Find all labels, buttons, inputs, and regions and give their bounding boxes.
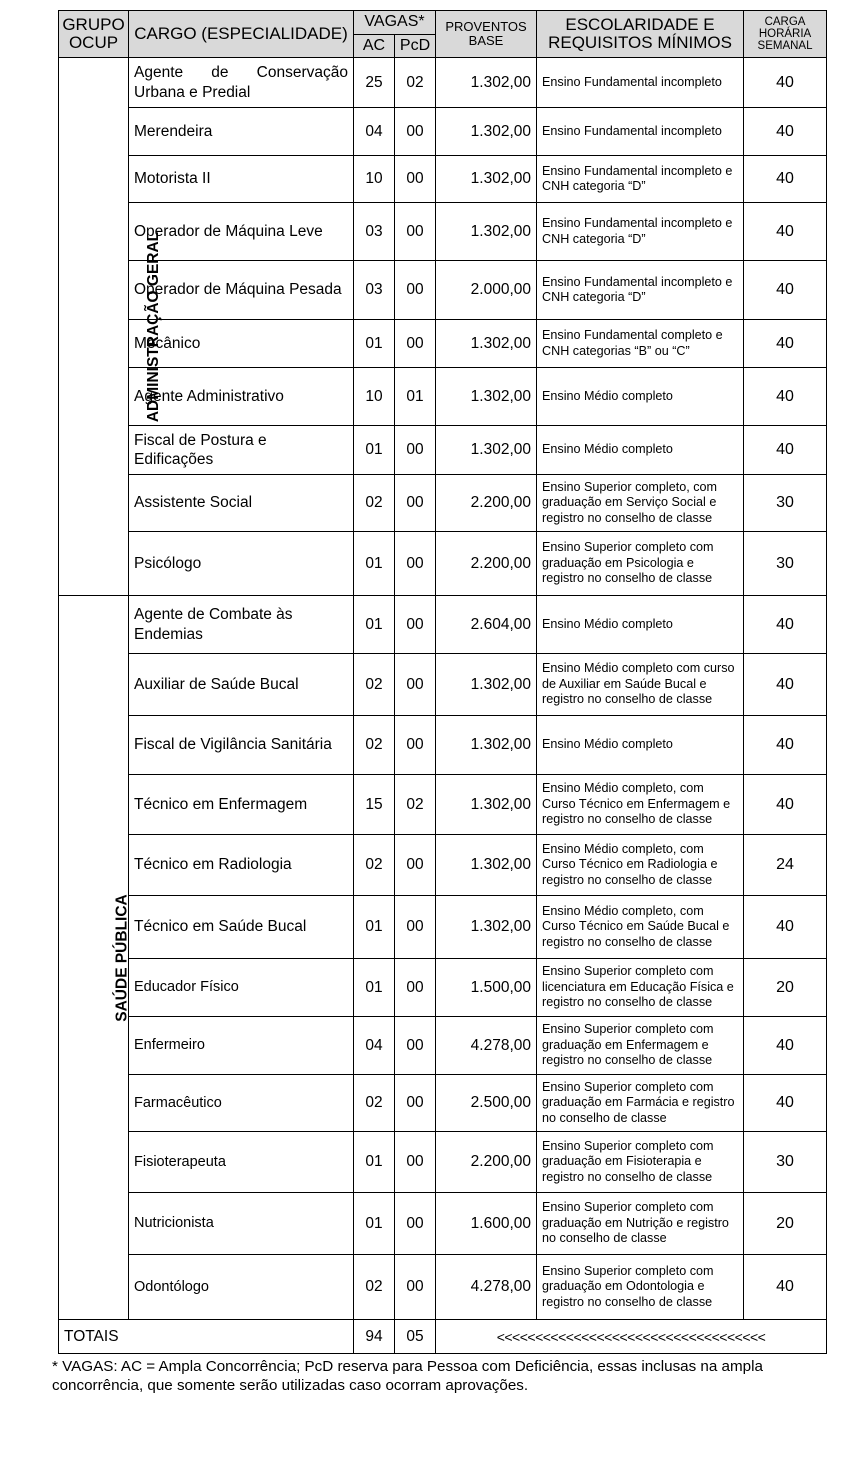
carga-horaria-cell: 40 (744, 1075, 827, 1132)
proventos-cell: 1.600,00 (436, 1193, 537, 1255)
escolaridade-cell: Ensino Médio completo (537, 368, 744, 426)
escolaridade-cell: Ensino Fundamental incompleto e CNH categoria “D” (537, 261, 744, 320)
carga-horaria-cell: 40 (744, 320, 827, 368)
carga-horaria-cell: 40 (744, 1255, 827, 1320)
cargo-cell: Fisioterapeuta (129, 1132, 354, 1193)
escolaridade-cell: Ensino Médio completo, com Curso Técnico em Radiologia e registro no conselho de classe (537, 835, 744, 896)
ac-cell: 01 (354, 320, 395, 368)
header-cargo: CARGO (ESPECIALIDADE) (129, 11, 354, 58)
escolaridade-cell: Ensino Superior completo com graduação em Psicologia e registro no conselho de classe (537, 532, 744, 596)
header-carga-horaria: CARGA HORÁRIA SEMANAL (744, 11, 827, 58)
carga-horaria-cell: 40 (744, 426, 827, 475)
proventos-cell: 1.500,00 (436, 959, 537, 1017)
cargo-cell: Operador de Máquina Pesada (129, 261, 354, 320)
escolaridade-cell: Ensino Médio completo, com Curso Técnico em Saúde Bucal e registro no conselho de classe (537, 896, 744, 959)
table-header (59, 11, 827, 58)
pcd-cell: 00 (395, 426, 436, 475)
pcd-cell: 00 (395, 203, 436, 261)
ac-cell: 02 (354, 654, 395, 716)
table-row (59, 475, 827, 532)
ac-cell: 02 (354, 475, 395, 532)
pcd-cell: 00 (395, 532, 436, 596)
table-row (59, 596, 827, 654)
escolaridade-cell: Ensino Fundamental incompleto (537, 58, 744, 108)
group-label: SAÚDE PÚBLICA (113, 893, 131, 1022)
table-row (59, 108, 827, 156)
table-body (59, 58, 827, 1320)
ac-cell: 01 (354, 1193, 395, 1255)
escolaridade-cell: Ensino Médio completo (537, 716, 744, 775)
proventos-cell: 1.302,00 (436, 58, 537, 108)
proventos-cell: 1.302,00 (436, 835, 537, 896)
cargo-cell: Merendeira (129, 108, 354, 156)
table-row (59, 203, 827, 261)
pcd-cell: 00 (395, 320, 436, 368)
escolaridade-cell: Ensino Fundamental completo e CNH categorias “B” ou “C” (537, 320, 744, 368)
cargo-cell: Agente de Combate às Endemias (129, 596, 354, 654)
ac-cell: 10 (354, 156, 395, 203)
ac-cell: 03 (354, 261, 395, 320)
totals-arrows: <<<<<<<<<<<<<<<<<<<<<<<<<<<<<<<<<<< (436, 1320, 827, 1354)
ac-cell: 01 (354, 596, 395, 654)
table-row (59, 835, 827, 896)
pcd-cell: 02 (395, 58, 436, 108)
pcd-cell: 02 (395, 775, 436, 835)
escolaridade-cell: Ensino Fundamental incompleto e CNH categoria “D” (537, 203, 744, 261)
ac-cell: 04 (354, 108, 395, 156)
escolaridade-cell: Ensino Médio completo (537, 596, 744, 654)
pcd-cell: 00 (395, 108, 436, 156)
cargo-cell: Técnico em Radiologia (129, 835, 354, 896)
pcd-cell: 00 (395, 1255, 436, 1320)
header-vagas: VAGAS* (354, 11, 436, 35)
carga-horaria-cell: 40 (744, 896, 827, 959)
escolaridade-cell: Ensino Superior completo com graduação em Farmácia e registro no conselho de classe (537, 1075, 744, 1132)
cargo-cell: Farmacêutico (129, 1075, 354, 1132)
pcd-cell: 00 (395, 475, 436, 532)
pcd-cell: 00 (395, 654, 436, 716)
carga-horaria-cell: 20 (744, 1193, 827, 1255)
pcd-cell: 00 (395, 156, 436, 203)
proventos-cell: 2.000,00 (436, 261, 537, 320)
table-row (59, 58, 827, 108)
cargo-cell: Motorista II (129, 156, 354, 203)
table-row (59, 156, 827, 203)
ac-cell: 01 (354, 1132, 395, 1193)
cargo-cell: Enfermeiro (129, 1017, 354, 1075)
ac-cell: 02 (354, 835, 395, 896)
escolaridade-cell: Ensino Superior completo com graduação em Odontologia e registro no conselho de classe (537, 1255, 744, 1320)
table-row (59, 959, 827, 1017)
vacancies-table (58, 10, 827, 1354)
ac-cell: 02 (354, 1075, 395, 1132)
proventos-cell: 2.200,00 (436, 532, 537, 596)
header-proventos: PROVENTOS BASE (436, 11, 537, 58)
table-row (59, 1255, 827, 1320)
proventos-cell: 2.500,00 (436, 1075, 537, 1132)
totals-row (59, 1320, 827, 1354)
table-row (59, 654, 827, 716)
proventos-cell: 1.302,00 (436, 654, 537, 716)
escolaridade-cell: Ensino Superior completo, com graduação em Serviço Social e registro no conselho de classe (537, 475, 744, 532)
table-row (59, 1132, 827, 1193)
ac-cell: 03 (354, 203, 395, 261)
cargo-cell: Nutricionista (129, 1193, 354, 1255)
cargo-cell: Educador Físico (129, 959, 354, 1017)
pcd-cell: 00 (395, 716, 436, 775)
proventos-cell: 1.302,00 (436, 426, 537, 475)
carga-horaria-cell: 40 (744, 596, 827, 654)
totals-pcd: 05 (395, 1320, 436, 1354)
header-ac: AC (354, 35, 395, 58)
group-label-cell (59, 596, 129, 1320)
proventos-cell: 1.302,00 (436, 896, 537, 959)
cargo-cell: Agente de Conservação Urbana e Predial (129, 58, 354, 108)
carga-horaria-cell: 40 (744, 716, 827, 775)
cargo-cell: Fiscal de Vigilância Sanitária (129, 716, 354, 775)
proventos-cell: 2.200,00 (436, 475, 537, 532)
pcd-cell: 00 (395, 1075, 436, 1132)
ac-cell: 02 (354, 716, 395, 775)
carga-horaria-cell: 40 (744, 108, 827, 156)
escolaridade-cell: Ensino Superior completo com graduação em Fisioterapia e registro no conselho de classe (537, 1132, 744, 1193)
pcd-cell: 00 (395, 1132, 436, 1193)
cargo-cell: Mecânico (129, 320, 354, 368)
table-row (59, 896, 827, 959)
escolaridade-cell: Ensino Superior completo com licenciatura em Educação Física e registro no conselho de classe (537, 959, 744, 1017)
carga-horaria-cell: 40 (744, 156, 827, 203)
group-label-cell (59, 58, 163, 596)
carga-horaria-cell: 20 (744, 959, 827, 1017)
escolaridade-cell: Ensino Médio completo (537, 426, 744, 475)
escolaridade-cell: Ensino Médio completo, com Curso Técnico em Enfermagem e registro no conselho de classe (537, 775, 744, 835)
proventos-cell: 1.302,00 (436, 108, 537, 156)
proventos-cell: 2.604,00 (436, 596, 537, 654)
table-row (59, 368, 827, 426)
group-label: ADMINISTRAÇÃO GERAL (145, 231, 163, 422)
carga-horaria-cell: 30 (744, 475, 827, 532)
footnote: * VAGAS: AC = Ampla Concorrência; PcD reserva para Pessoa com Deficiência, essas inclusas na ampla concorrência, que somente serão utilizadas caso ocorram aprovações. (52, 1358, 763, 1394)
ac-cell: 01 (354, 959, 395, 1017)
escolaridade-cell: Ensino Superior completo com graduação em Enfermagem e registro no conselho de classe (537, 1017, 744, 1075)
pcd-cell: 01 (395, 368, 436, 426)
carga-horaria-cell: 40 (744, 654, 827, 716)
proventos-cell: 1.302,00 (436, 368, 537, 426)
header-grupo-ocup: GRUPO OCUP (59, 11, 129, 58)
pcd-cell: 00 (395, 596, 436, 654)
escolaridade-cell: Ensino Superior completo com graduação em Nutrição e registro no conselho de classe (537, 1193, 744, 1255)
ac-cell: 10 (354, 368, 395, 426)
table-row (59, 716, 827, 775)
table-row (59, 261, 827, 320)
pcd-cell: 00 (395, 835, 436, 896)
ac-cell: 02 (354, 1255, 395, 1320)
cargo-cell: Agente Administrativo (129, 368, 354, 426)
proventos-cell: 4.278,00 (436, 1255, 537, 1320)
ac-cell: 15 (354, 775, 395, 835)
header-escolaridade: ESCOLARIDADE E REQUISITOS MÍNIMOS (537, 11, 744, 58)
table-row (59, 775, 827, 835)
carga-horaria-cell: 30 (744, 532, 827, 596)
proventos-cell: 1.302,00 (436, 716, 537, 775)
cargo-cell: Operador de Máquina Leve (129, 203, 354, 261)
totals-ac: 94 (354, 1320, 395, 1354)
carga-horaria-cell: 40 (744, 775, 827, 835)
carga-horaria-cell: 40 (744, 368, 827, 426)
ac-cell: 01 (354, 896, 395, 959)
proventos-cell: 2.200,00 (436, 1132, 537, 1193)
table-row (59, 426, 827, 475)
proventos-cell: 1.302,00 (436, 156, 537, 203)
cargo-cell: Técnico em Saúde Bucal (129, 896, 354, 959)
table-row (59, 1017, 827, 1075)
proventos-cell: 4.278,00 (436, 1017, 537, 1075)
proventos-cell: 1.302,00 (436, 203, 537, 261)
ac-cell: 04 (354, 1017, 395, 1075)
pcd-cell: 00 (395, 1193, 436, 1255)
table-row (59, 1075, 827, 1132)
header-pcd: PcD (395, 35, 436, 58)
proventos-cell: 1.302,00 (436, 775, 537, 835)
table-row (59, 1193, 827, 1255)
escolaridade-cell: Ensino Fundamental incompleto e CNH categoria “D” (537, 156, 744, 203)
table-row (59, 532, 827, 596)
ac-cell: 01 (354, 426, 395, 475)
carga-horaria-cell: 30 (744, 1132, 827, 1193)
pcd-cell: 00 (395, 1017, 436, 1075)
cargo-cell: Técnico em Enfermagem (129, 775, 354, 835)
cargo-cell: Fiscal de Postura e Edificações (129, 426, 354, 475)
carga-horaria-cell: 40 (744, 261, 827, 320)
carga-horaria-cell: 24 (744, 835, 827, 896)
ac-cell: 01 (354, 532, 395, 596)
pcd-cell: 00 (395, 959, 436, 1017)
escolaridade-cell: Ensino Fundamental incompleto (537, 108, 744, 156)
escolaridade-cell: Ensino Médio completo com curso de Auxiliar em Saúde Bucal e registro no conselho de classe (537, 654, 744, 716)
table-row (59, 320, 827, 368)
totals-label: TOTAIS (59, 1320, 354, 1354)
cargo-cell: Assistente Social (129, 475, 354, 532)
pcd-cell: 00 (395, 896, 436, 959)
pcd-cell: 00 (395, 261, 436, 320)
proventos-cell: 1.302,00 (436, 320, 537, 368)
ac-cell: 25 (354, 58, 395, 108)
carga-horaria-cell: 40 (744, 58, 827, 108)
carga-horaria-cell: 40 (744, 1017, 827, 1075)
carga-horaria-cell: 40 (744, 203, 827, 261)
cargo-cell: Psicólogo (129, 532, 354, 596)
cargo-cell: Odontólogo (129, 1255, 354, 1320)
cargo-cell: Auxiliar de Saúde Bucal (129, 654, 354, 716)
